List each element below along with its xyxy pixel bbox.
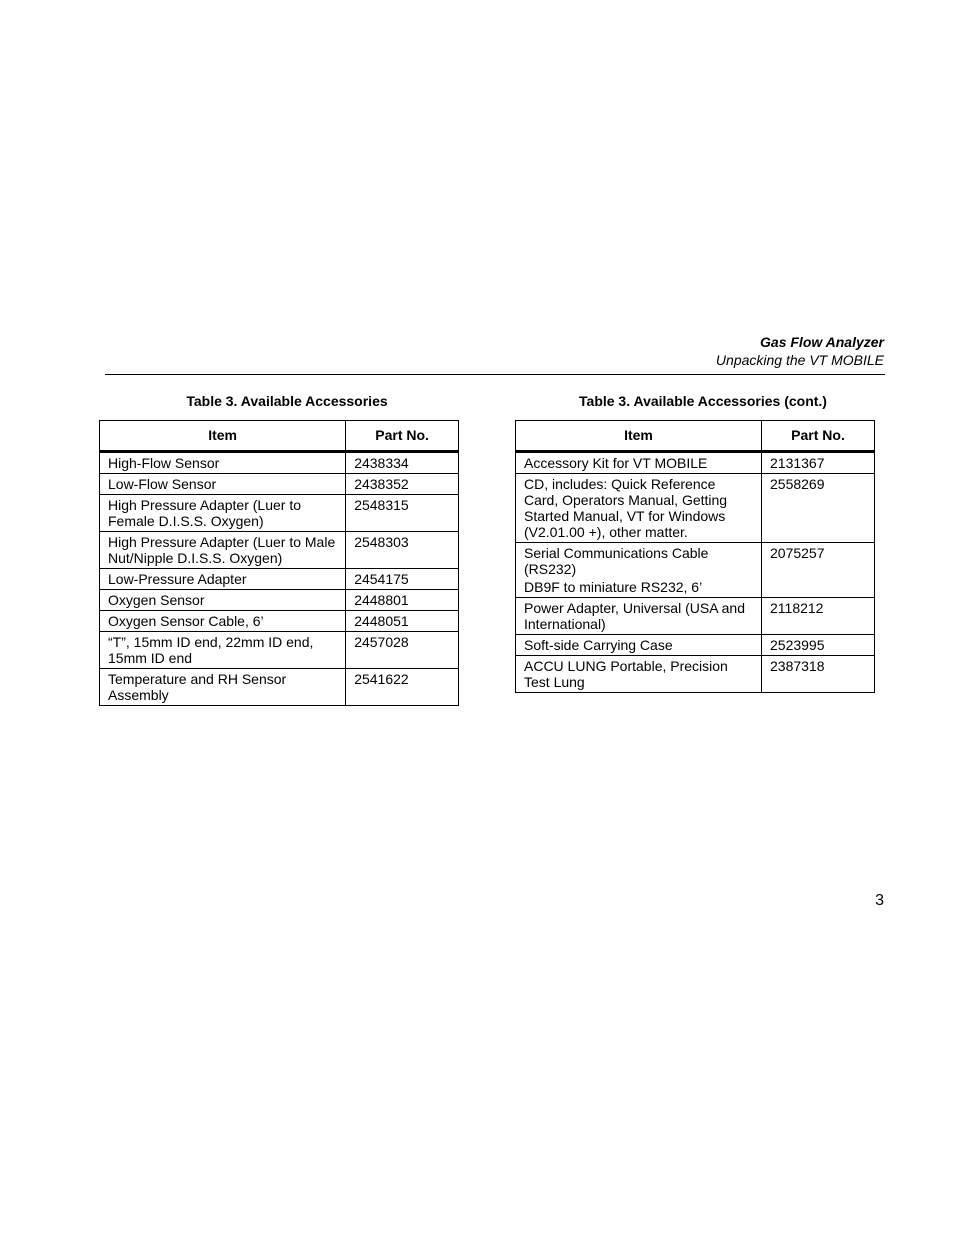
- page-number: 3: [875, 892, 884, 909]
- item-cell: Oxygen Sensor Cable, 6’: [100, 611, 346, 632]
- part-number-cell: 2558269: [762, 474, 875, 543]
- part-number-cell: 2075257: [762, 543, 875, 598]
- item-cell: Low-Pressure Adapter: [100, 569, 346, 590]
- part-number-cell: 2438334: [346, 452, 459, 474]
- column-header-item: Item: [100, 421, 346, 452]
- item-cell: High-Flow Sensor: [100, 452, 346, 474]
- item-cell: High Pressure Adapter (Luer to Female D.I.S.S. Oxygen): [100, 495, 346, 532]
- item-text-line2: DB9F to miniature RS232, 6’: [524, 579, 703, 595]
- part-number-cell: 2131367: [762, 452, 875, 474]
- table-row: [516, 452, 875, 474]
- column-header-item: Item: [516, 421, 762, 452]
- table-row: [100, 611, 459, 632]
- part-number-cell: 2454175: [346, 569, 459, 590]
- item-cell: Low-Flow Sensor: [100, 474, 346, 495]
- part-number-cell: 2541622: [346, 669, 459, 706]
- accessories-table: [99, 420, 459, 706]
- part-number-cell: 2448801: [346, 590, 459, 611]
- table-row: [100, 632, 459, 669]
- table-caption-left: Table 3. Available Accessories: [186, 393, 388, 409]
- part-number-cell: 2457028: [346, 632, 459, 669]
- column-header-part-no: Part No.: [762, 421, 875, 452]
- table-row: [100, 669, 459, 706]
- part-number-cell: 2118212: [762, 598, 875, 635]
- column-header-part-no: Part No.: [346, 421, 459, 452]
- item-cell: Power Adapter, Universal (USA and International): [516, 598, 762, 635]
- item-text: Serial Communications Cable (RS232): [524, 545, 709, 577]
- table-row: [100, 569, 459, 590]
- part-number-cell: 2548315: [346, 495, 459, 532]
- item-cell: ACCU LUNG Portable, Precision Test Lung: [516, 656, 762, 693]
- table-row: [516, 598, 875, 635]
- table-caption-right: Table 3. Available Accessories (cont.): [579, 393, 827, 409]
- part-number-cell: 2523995: [762, 635, 875, 656]
- document-title: Gas Flow Analyzer: [760, 334, 884, 350]
- part-number-cell: 2548303: [346, 532, 459, 569]
- table-row: [100, 474, 459, 495]
- item-cell: High Pressure Adapter (Luer to Male Nut/Nipple D.I.S.S. Oxygen): [100, 532, 346, 569]
- item-cell: Soft-side Carrying Case: [516, 635, 762, 656]
- item-cell: Accessory Kit for VT MOBILE: [516, 452, 762, 474]
- part-number-cell: 2438352: [346, 474, 459, 495]
- table-row: [516, 635, 875, 656]
- table-row: [100, 452, 459, 474]
- accessories-table-continued: [515, 420, 875, 693]
- part-number-cell: 2387318: [762, 656, 875, 693]
- running-header: [716, 333, 884, 369]
- item-cell: Oxygen Sensor: [100, 590, 346, 611]
- table-header-row: [100, 421, 459, 452]
- table-row: [516, 543, 875, 598]
- item-cell: “T”, 15mm ID end, 22mm ID end, 15mm ID end: [100, 632, 346, 669]
- table-header-row: [516, 421, 875, 452]
- item-cell: [516, 543, 762, 598]
- item-cell: CD, includes: Quick Reference Card, Operators Manual, Getting Started Manual, VT for Windows (V2.01.00 +), other matter.: [516, 474, 762, 543]
- section-title: Unpacking the VT MOBILE: [715, 352, 884, 368]
- part-number-cell: 2448051: [346, 611, 459, 632]
- header-rule: [105, 374, 885, 375]
- table-row: [100, 590, 459, 611]
- table-row: [100, 495, 459, 532]
- table-row: [100, 532, 459, 569]
- table-row: [516, 474, 875, 543]
- item-cell: Temperature and RH Sensor Assembly: [100, 669, 346, 706]
- table-row: [516, 656, 875, 693]
